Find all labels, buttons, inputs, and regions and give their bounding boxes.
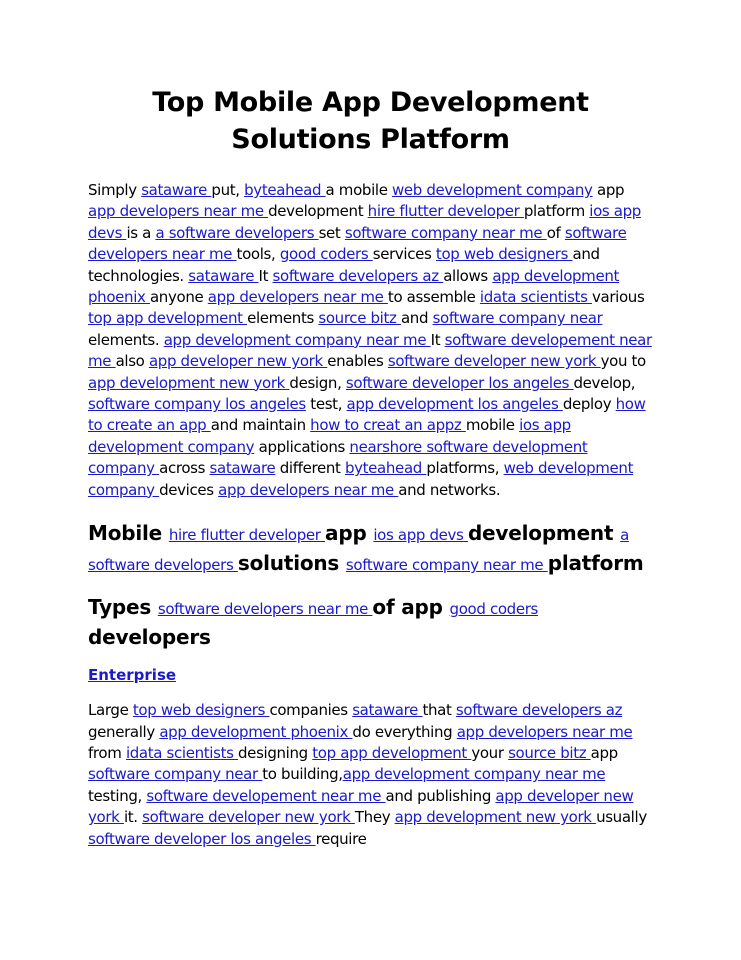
body-text: it. — [123, 808, 143, 827]
inline-link[interactable]: software developer new york — [387, 352, 601, 371]
inline-link[interactable]: sataware — [188, 266, 259, 285]
body-text: and networks. — [398, 480, 501, 499]
inline-link[interactable]: app developers near me — [207, 288, 388, 307]
inline-link[interactable]: app development new york — [88, 373, 290, 392]
body-text: development — [268, 202, 368, 221]
body-text: devices — [159, 480, 219, 499]
body-text: Simply — [88, 181, 142, 199]
body-text: deploy — [562, 395, 616, 414]
inline-link[interactable]: top web designers — [435, 245, 573, 264]
inline-link[interactable]: source bitz — [318, 309, 401, 328]
inline-link[interactable]: web development company — [88, 459, 634, 499]
inline-link[interactable]: software developer los angeles — [88, 829, 316, 848]
inline-link[interactable]: how to create an app — [88, 395, 646, 435]
body-text: set — [318, 223, 345, 242]
inline-link[interactable]: a software developers — [88, 526, 629, 575]
body-text: various — [591, 288, 645, 307]
subheading-enterprise — [88, 665, 653, 686]
inline-link[interactable]: sataware — [141, 181, 212, 199]
inline-link[interactable]: top app development — [312, 743, 472, 762]
heading-text: platform — [547, 551, 644, 576]
body-text: also — [115, 352, 149, 371]
body-text: different — [275, 459, 345, 478]
body-text: do everything — [352, 722, 457, 741]
inline-link[interactable]: software developers az — [455, 701, 623, 720]
body-text: a mobile — [325, 181, 392, 199]
inline-link[interactable]: software developer new york — [142, 808, 355, 827]
inline-link[interactable]: sataware — [209, 459, 276, 478]
inline-link[interactable]: app development new york — [394, 808, 597, 827]
inline-link[interactable]: software company near — [432, 309, 603, 328]
inline-link[interactable]: app developers near me — [456, 722, 633, 741]
body-text: enables — [327, 352, 388, 371]
section-heading-types — [88, 593, 653, 653]
inline-link[interactable]: how to creat an appz — [310, 416, 466, 435]
body-text: designing — [238, 743, 313, 762]
heading-text: developers — [88, 625, 211, 650]
body-text: you to — [600, 352, 646, 371]
body-text: to building, — [262, 765, 343, 784]
body-text: They — [354, 808, 395, 827]
inline-link[interactable]: software company near me — [344, 223, 547, 242]
body-text: It — [430, 330, 445, 349]
body-text: app — [592, 181, 625, 199]
inline-link[interactable]: a software developers — [155, 223, 319, 242]
body-text: develop, — [573, 373, 636, 392]
inline-link[interactable]: hire flutter developer — [367, 202, 524, 221]
inline-link[interactable]: app developer new york — [148, 352, 328, 371]
inline-link[interactable]: software developement near me — [88, 330, 652, 371]
inline-link[interactable]: byteahead — [244, 181, 326, 199]
body-text: and technologies. — [88, 245, 600, 285]
heading-text: Types — [88, 595, 158, 620]
body-text: that — [422, 701, 456, 720]
body-text: your — [471, 743, 509, 762]
body-text: generally — [88, 722, 160, 741]
body-text: across — [159, 459, 210, 478]
body-text: app — [590, 743, 618, 762]
inline-link[interactable]: app development phoenix — [159, 722, 353, 741]
inline-link[interactable]: idata scientists — [125, 743, 239, 762]
heading-text: development — [467, 521, 621, 546]
inline-link[interactable]: software developers near me — [157, 600, 373, 619]
inline-link[interactable]: software company near — [88, 765, 263, 784]
heading-text: of app — [372, 595, 450, 620]
body-text: platform — [523, 202, 590, 221]
inline-link[interactable]: hire flutter developer — [168, 526, 326, 545]
page-title: Top Mobile App Development Solutions Platform — [152, 87, 589, 155]
body-text: It — [258, 266, 273, 285]
inline-link[interactable]: ios app devs — [88, 202, 641, 242]
body-text: testing, — [88, 786, 147, 805]
body-text: of — [546, 223, 565, 242]
inline-link[interactable]: app development company near me — [342, 765, 606, 784]
inline-link[interactable]: ios app development company — [88, 416, 571, 456]
inline-link[interactable]: app development los angeles — [346, 395, 563, 414]
inline-link[interactable]: software developer los angeles — [345, 373, 574, 392]
body-text: services — [372, 245, 436, 264]
body-text: mobile — [465, 416, 520, 435]
body-text: from — [88, 743, 126, 762]
body-text: and publishing — [385, 786, 496, 805]
inline-link[interactable]: software company los angeles — [88, 395, 306, 414]
enterprise-paragraph — [88, 700, 653, 850]
inline-link[interactable]: software company near me — [345, 556, 548, 575]
body-text: require — [315, 829, 367, 848]
intro-paragraph — [88, 180, 653, 501]
inline-link[interactable]: source bitz — [508, 743, 591, 762]
body-text: put, — [211, 181, 245, 199]
body-text: allows — [443, 266, 493, 285]
inline-link[interactable]: sataware — [352, 701, 423, 720]
inline-link[interactable]: ios app devs — [373, 526, 468, 545]
inline-link[interactable]: good coders — [449, 600, 539, 619]
inline-link[interactable]: app development company near me — [163, 330, 431, 349]
body-text: companies — [269, 701, 353, 720]
heading-text: app — [325, 521, 374, 546]
inline-link[interactable]: software developers near me — [88, 223, 627, 264]
inline-link[interactable]: software developement near me — [146, 786, 386, 805]
body-text: applications — [254, 437, 350, 456]
inline-link[interactable]: good coders — [279, 245, 373, 264]
body-text: to assemble — [387, 288, 480, 307]
inline-link[interactable]: web development company — [392, 181, 593, 199]
inline-link[interactable]: software developers az — [272, 266, 444, 285]
inline-link[interactable]: top web designers — [132, 701, 270, 720]
body-text: tools, — [236, 245, 280, 264]
body-text: anyone — [149, 288, 208, 307]
body-text: elements. — [88, 330, 164, 349]
inline-link[interactable]: nearshore software development company — [88, 437, 588, 478]
subheading-enterprise-link[interactable]: Enterprise — [88, 666, 177, 685]
inline-link[interactable]: app developer new york — [88, 786, 634, 827]
inline-link[interactable]: top app development — [88, 309, 248, 328]
body-text: test, — [305, 395, 347, 414]
body-text: Large — [88, 701, 133, 720]
inline-link[interactable]: byteahead — [344, 459, 427, 478]
heading-text: solutions — [237, 551, 346, 576]
body-text: design, — [289, 373, 346, 392]
body-text: platforms, — [426, 459, 504, 478]
section-heading-solutions — [88, 519, 653, 579]
body-text: is a — [126, 223, 156, 242]
body-text: usually — [596, 808, 647, 827]
inline-link[interactable]: app developers near me — [88, 202, 269, 221]
inline-link[interactable]: idata scientists — [479, 288, 592, 307]
body-text: elements — [247, 309, 319, 328]
body-text: and maintain — [210, 416, 311, 435]
heading-text: Mobile — [88, 521, 169, 546]
inline-link[interactable]: app development phoenix — [88, 266, 620, 307]
inline-link[interactable]: app developers near me — [218, 480, 399, 499]
body-text: and — [400, 309, 433, 328]
